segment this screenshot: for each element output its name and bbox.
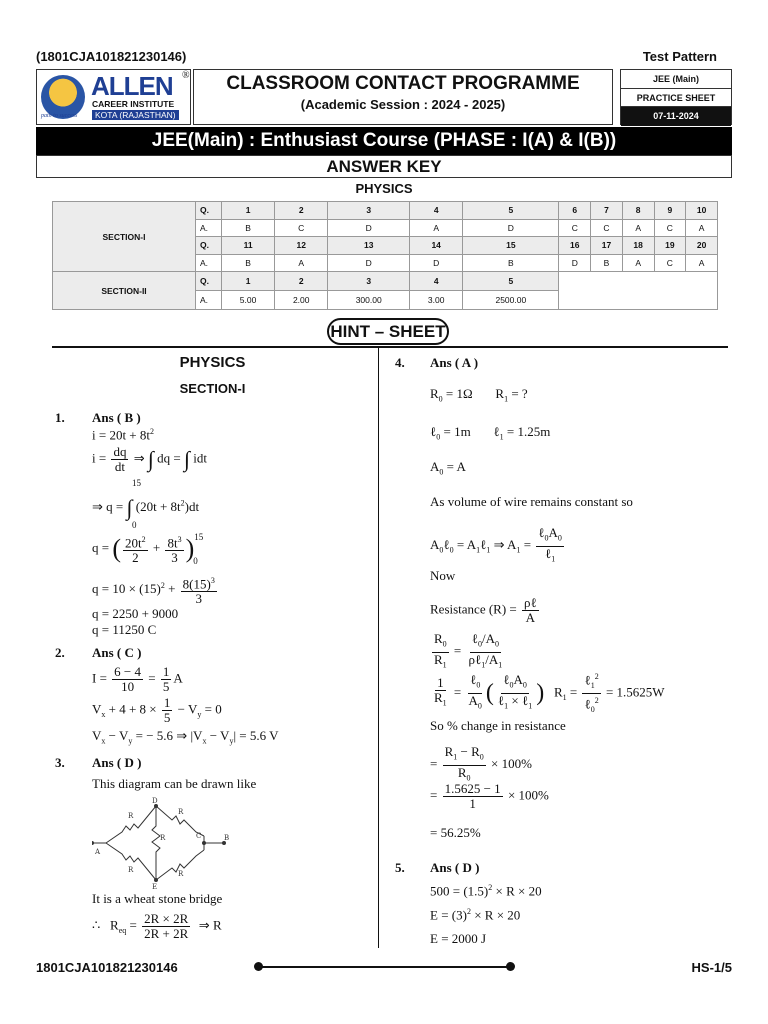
equation: i = $\frac{dq}{dt}$ ⇒ ∫ dq = ∫ idt [92,444,207,474]
hint-sheet-title: HINT – SHEET [327,318,449,345]
equation: $V_x + 4 + 8$ × $\frac{1}{5}$ − $V_y = 0$ [92,695,222,725]
question-cell: 15 [463,237,559,255]
answer-cell: B [222,254,275,272]
equation: q = 11250 C [92,622,157,637]
question-cell: 5 [463,272,559,291]
equation-text: = 5.6 V [239,728,279,743]
question-cell: 1 [222,272,275,291]
svg-text:R: R [178,870,184,878]
equation: $R_0 = 1\Omega$ $R_1$ = ? [430,386,528,404]
equation: ∴ $R_{eq}$ = $\frac{2R \times 2R}{2R + 2R}$ ⇒ R [92,911,222,941]
answer-cell: A [622,254,654,272]
question-cell: 2 [275,202,328,220]
svg-text:R: R [128,866,134,874]
equation: $V_x - V_y$ = − 5.6 ⇒ $|V_x - V_y| = 5.6$ V [92,728,279,746]
question-cell: 4 [410,272,463,291]
sheet-date: 07-11-2024 [621,107,731,126]
exam-name: JEE (Main) [621,70,731,89]
section-heading: SECTION-I [179,381,246,396]
answer-label: Ans ( A ) [430,355,479,370]
column-divider [378,348,379,948]
equation: $\frac{1}{R_1}$ = $\frac{\ell_0}{A_0}$ ( $\frac{\ell_0A_0}{\ell_1 \times \ell_1}$ ) $R_1$ = $\frac{\ell_1^2}{\ell_0^2}$ = 1.5625W [434,672,665,714]
text-line: It is a wheat stone bridge [92,891,223,906]
equation: $A_0\ell_0$ = $A_1\ell_1$ ⇒ $A_1$ = $\frac{\ell_0A_0}{\ell_1}$ [430,525,562,564]
question-cell: 20 [686,237,718,255]
equation: = 56.25% [430,825,481,840]
equation-text: i = 20t + 8t [92,427,150,443]
text-line: Now [430,568,456,583]
question-cell: 2 [275,272,328,291]
answer-cell: D [410,254,463,272]
logo-registered-mark: ® [182,70,190,81]
answer-cell: C [559,219,591,237]
question-number: 5. [395,860,405,875]
equation: q = ( $\frac{20t^2}{2}$ + $\frac{8t^3}{3}$ )$^{15}_0$ [92,532,204,567]
answer-key-table [52,201,718,310]
answer-cell: 5.00 [222,291,275,310]
svg-text:C: C [196,832,202,840]
footer-dot-left [254,962,263,971]
question-cell: 3 [328,272,410,291]
equation: ⇒ q = ∫ $(20t + 8t^2)dt$ [92,495,200,520]
question-cell: 9 [654,202,686,220]
equation: $A_0 = A$ [430,459,466,477]
answer-cell: D [463,219,559,237]
logo-brand: ALLEN [91,71,173,101]
question-cell: 6 [559,202,591,220]
equation: I = $\frac{6 - 4}{10}$ = $\frac{1}{5}$ A [92,664,183,694]
sheet-type: PRACTICE SHEET [621,89,731,108]
answer-label: Ans ( D ) [92,755,142,770]
svg-text:D: D [152,797,158,805]
answer-cell: D [559,254,591,272]
answer-cell: A [686,254,718,272]
question-cell: 19 [654,237,686,255]
programme-title: CLASSROOM CONTACT PROGRAMME [226,73,580,94]
equation: E = 2000 J [430,931,487,946]
svg-text:R: R [178,808,184,816]
answer-cell: A [686,219,718,237]
svg-text:R: R [128,812,134,820]
answer-cell: 2500.00 [463,291,559,310]
question-number: 2. [55,645,65,660]
answer-cell: C [654,219,686,237]
question-number: 4. [395,355,405,370]
answer-cell: B [591,254,623,272]
question-cell: 16 [559,237,591,255]
limit: 0 [132,520,137,530]
logo-line1: CAREER INSTITUTE [92,99,175,109]
equation: $\frac{R_0}{R_1}$ = $\frac{\ell_0/A_0}{\rho\ell_1/A_1}$ [434,631,503,670]
sheet-info-box [620,69,732,125]
page-number: HS-1/5 [691,960,732,975]
row-label: Q. [196,237,222,255]
answer-cell: 3.00 [410,291,463,310]
question-cell: 11 [222,237,275,255]
svg-text:B: B [224,834,230,842]
question-cell: 12 [275,237,328,255]
test-pattern-label: Test Pattern [642,49,717,64]
question-cell: 18 [622,237,654,255]
row-label: A. [196,291,222,310]
question-cell: 4 [410,202,463,220]
answer-label: Ans ( D ) [430,860,480,875]
document-code: (1801CJA101821230146) [36,49,187,64]
answer-cell: D [328,219,410,237]
text-line: As volume of wire remains constant so [430,494,633,509]
row-label: A. [196,254,222,272]
question-cell: 8 [622,202,654,220]
answer-key-title: ANSWER KEY [36,155,732,178]
question-cell: 10 [686,202,718,220]
equation: ℓ$_0$ = 1m ℓ$_1$ = 1.25m [430,424,551,442]
empty-cell [559,272,718,310]
row-label: Q. [196,272,222,291]
svg-text:A: A [95,848,101,856]
physics-heading: PHYSICS [179,354,246,371]
question-number: 1. [55,410,65,425]
answer-cell: B [222,219,275,237]
answer-cell: B [463,254,559,272]
equation: Resistance (R) = $\frac{\text{ρℓ}}{A}$ [430,595,537,625]
equation: = $\frac{1.5625 - 1}{1}$ × 100% [430,781,549,811]
question-cell: 17 [591,237,623,255]
wheatstone-bridge-diagram [92,796,232,890]
row-label: Q. [196,202,222,220]
answer-cell: C [591,219,623,237]
equation: $i = 20t + 8t^2$ [92,427,154,443]
text-line: So % change in resistance [430,718,566,733]
answer-cell: 2.00 [275,291,328,310]
equation: q = 2250 + 9000 [92,606,179,621]
table-row [53,272,718,291]
hint-divider [52,346,728,348]
equation: $500 = (1.5)^2 \times R \times 20$ [430,883,542,899]
equation: $q = 10 \times (15)^2$ + $\frac{8(15)^3}{3}$ [92,576,215,607]
answer-cell: D [328,254,410,272]
answer-cell: C [654,254,686,272]
equation-text: = 1.5625W [605,684,665,700]
answer-cell: A [622,219,654,237]
footer-line [258,966,510,968]
row-label: A. [196,219,222,237]
text-line: This diagram can be drawn like [92,776,257,791]
svg-text:R: R [160,834,166,842]
footer-dot-right [506,962,515,971]
answer-cell: 300.00 [328,291,410,310]
equation: = $\frac{R_1 - R_0}{R_0}$ × 100% [430,744,532,783]
section-2-label: SECTION-II [53,272,196,310]
programme-box [193,69,613,125]
question-cell: 13 [328,237,410,255]
section-1-label: SECTION-I [53,202,196,272]
logo-tagline: path to success [41,113,78,119]
limit: 15 [132,478,141,488]
academic-session: (Academic Session : 2024 - 2025) [300,97,506,112]
equation: $E = (3)^2 \times R \times 20$ [430,907,521,923]
svg-text:E: E [152,883,158,890]
answer-label: Ans ( C ) [92,645,142,660]
question-cell: 5 [463,202,559,220]
question-cell: 7 [591,202,623,220]
answer-cell: A [410,219,463,237]
answer-cell: C [275,219,328,237]
question-cell: 14 [410,237,463,255]
subject-heading: PHYSICS [355,181,413,196]
question-cell: 1 [222,202,275,220]
allen-logo [36,69,191,125]
table-row [53,202,718,220]
answer-label: Ans ( B ) [92,410,141,425]
equation-text: V [92,728,102,743]
question-cell: 3 [328,202,410,220]
footer-code: 1801CJA101821230146 [36,960,178,975]
logo-line2: KOTA (RAJASTHAN) [92,110,179,120]
question-number: 3. [55,755,65,770]
course-title: JEE(Main) : Enthusiast Course (PHASE : I(A) & I(B)) [36,127,732,155]
answer-cell: A [275,254,328,272]
